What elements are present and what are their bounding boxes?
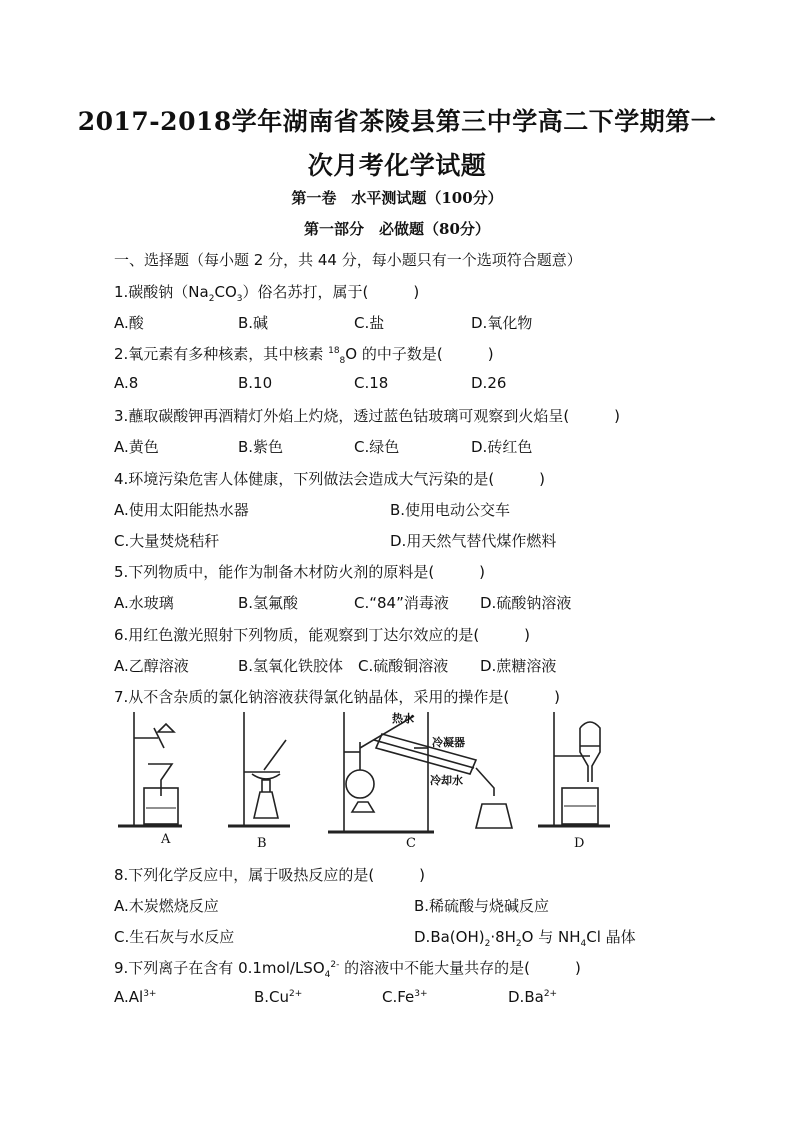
question-2: 2.氧元素有多种核素，其中核素 $^{18}_8$O 的中子数是( )	[114, 345, 494, 366]
q1-option-d: D.氧化物	[471, 314, 533, 332]
apparatus-label-c: C	[406, 836, 416, 851]
apparatus-label-a: A	[161, 832, 171, 847]
q6-option-d: D.蔗糖溶液	[480, 657, 557, 675]
apparatus-d-drawing	[538, 712, 610, 826]
question-7: 7.从不含杂质的氯化钠溶液获得氯化钠晶体，采用的操作是( )	[114, 688, 561, 706]
question-8: 8.下列化学反应中，属于吸热反应的是( )	[114, 866, 426, 884]
q8-option-c: C.生石灰与水反应	[114, 928, 235, 946]
apparatus-label-d: D	[574, 836, 585, 851]
q8-option-b: B.稀硫酸与烧碱反应	[414, 897, 550, 915]
q3-option-d: D.砖红色	[471, 438, 533, 456]
q2-option-c: C.18	[354, 374, 389, 392]
apparatus-b-drawing	[228, 712, 290, 826]
apparatus-drawing	[114, 708, 674, 856]
question-3: 3.蘸取碳酸钾再酒精灯外焰上灼烧，透过蓝色钴玻璃可观察到火焰呈( )	[114, 407, 621, 425]
q2-option-b: B.10	[238, 374, 273, 392]
q1-option-c: C.盐	[354, 314, 385, 332]
q2-option-a: A.8	[114, 374, 139, 392]
q4-option-b: B.使用电动公交车	[390, 501, 511, 519]
question-5: 5.下列物质中，能作为制备木材防火剂的原料是( )	[114, 563, 486, 581]
q2-option-d: D.26	[471, 374, 507, 392]
question-1: 1.碳酸钠$(Na_2CO_3)$俗名苏打，属于( )	[114, 283, 420, 304]
title-line-1: 2017-2018学年湖南省茶陵县第三中学高二下学期第一	[77, 107, 717, 136]
q9-option-c: $C.Fe^{3+}$	[382, 988, 428, 1006]
question-4: 4.环境污染危害人体健康，下列做法会造成大气污染的是( )	[114, 470, 546, 488]
q4-option-a: A.使用太阳能热水器	[114, 501, 249, 519]
q8-option-a: A.木炭燃烧反应	[114, 897, 219, 915]
apparatus-c-drawing	[328, 712, 512, 832]
q8-option-d: $D.Ba(OH)_2\cdot 8H_2O$ 与 $NH_4Cl$ 晶体	[414, 928, 636, 949]
q5-option-d: D.硫酸钠溶液	[480, 594, 572, 612]
apparatus-text-hot-water: 热水	[392, 712, 414, 725]
q3-option-c: C.绿色	[354, 438, 400, 456]
apparatus-text-condenser: 冷凝器	[432, 736, 465, 749]
q9-option-b: $B.Cu^{2+}$	[254, 988, 303, 1006]
q9-option-d: $D.Ba^{2+}$	[508, 988, 558, 1006]
apparatus-label-b: B	[257, 836, 267, 851]
q6-option-a: A.乙醇溶液	[114, 657, 189, 675]
q3-option-a: A.黄色	[114, 438, 159, 456]
q6-option-c: C.硫酸铜溶液	[358, 657, 449, 675]
question-9: 9.下列离子在含有 $0.1mol/LSO_4^{2-}$ 的溶液中不能大量共存的是( )	[114, 959, 581, 980]
q1-option-a: A.酸	[114, 314, 144, 332]
volume-heading: 第一卷 水平测试题（100分）	[291, 189, 503, 207]
apparatus-text-cooling-water: 冷却水	[430, 774, 463, 787]
section-heading: 一、选择题（每小题 2 分，共 44 分，每小题只有一个选项符合题意）	[114, 251, 582, 269]
q4-option-c: C.大量焚烧秸秆	[114, 532, 220, 550]
title-line-2: 次月考化学试题	[307, 151, 487, 180]
q5-option-a: A.水玻璃	[114, 594, 174, 612]
part-heading: 第一部分 必做题（80分）	[304, 220, 490, 238]
q9-option-a: $A.Al^{3+}$	[114, 988, 157, 1006]
apparatus-a-drawing	[118, 712, 182, 826]
q4-option-d: D.用天然气替代煤作燃料	[390, 532, 557, 550]
question-6: 6.用红色激光照射下列物质，能观察到丁达尔效应的是( )	[114, 626, 531, 644]
q1-option-b: B.碱	[238, 314, 269, 332]
q6-option-b: B.氢氧化铁胶体	[238, 657, 344, 675]
q3-option-b: B.紫色	[238, 438, 284, 456]
apparatus-figure	[114, 708, 674, 856]
q5-option-b: B.氢氟酸	[238, 594, 299, 612]
q5-option-c: C.“84”消毒液	[354, 594, 449, 612]
